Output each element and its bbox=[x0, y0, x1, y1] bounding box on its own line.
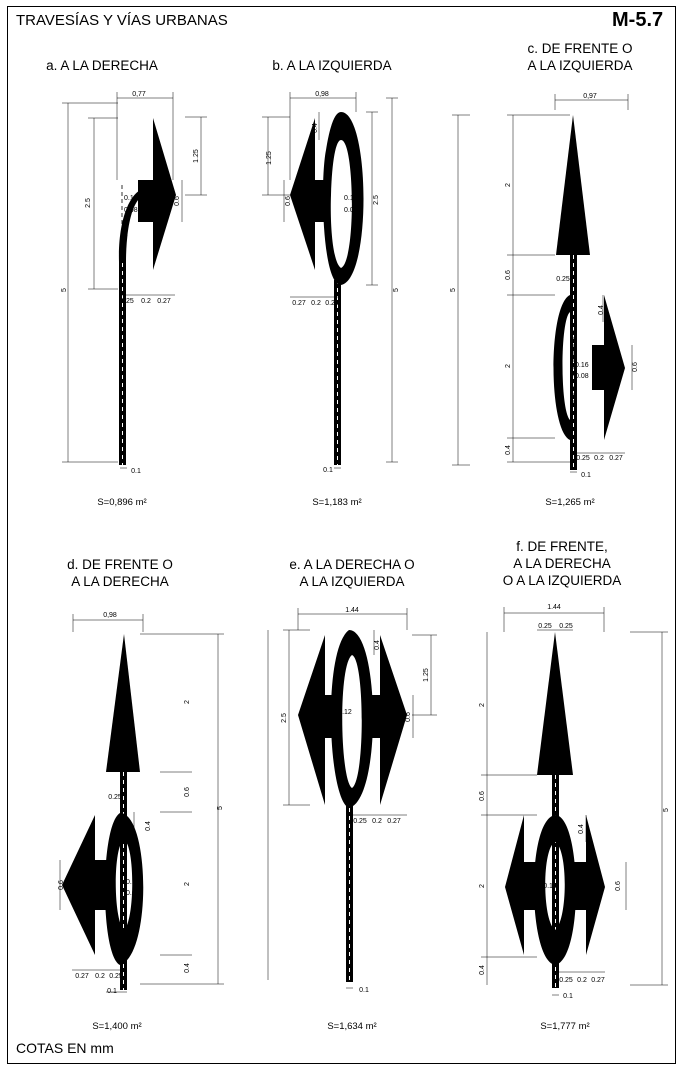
dim-label: 0.27 bbox=[591, 977, 605, 984]
dim-label: 0,98 bbox=[103, 612, 117, 619]
caption-line: a. A LA DERECHA bbox=[46, 58, 158, 73]
dim-label: 0.1 bbox=[107, 988, 117, 995]
dim-label: 5 bbox=[217, 806, 224, 810]
dim-label: 0.6 bbox=[58, 880, 65, 890]
dim-label: 2 bbox=[184, 700, 191, 704]
dim-label: 2 bbox=[505, 364, 512, 368]
caption-line: A LA IZQUIERDA bbox=[527, 58, 633, 73]
caption-line: O A LA IZQUIERDA bbox=[502, 573, 622, 588]
dim-label: 0.6 bbox=[174, 196, 181, 206]
dim-label: 0.2 bbox=[372, 818, 382, 825]
area-f: S=1,777 m² bbox=[540, 1021, 590, 1032]
dim-label: 0.27 bbox=[157, 298, 171, 305]
dim-label: 0.18 bbox=[126, 879, 140, 886]
dim-label: 0.25 bbox=[576, 455, 590, 462]
dim-label: 0.6 bbox=[479, 791, 486, 801]
dim-label: 0.1 bbox=[563, 993, 573, 1000]
dim-label: 0.25 bbox=[109, 973, 123, 980]
sheet-title: TRAVESÍAS Y VÍAS URBANAS bbox=[16, 12, 228, 29]
dim-label: 2.5 bbox=[373, 195, 380, 205]
dim-label: 0.4 bbox=[145, 821, 152, 831]
dim-label: 1.44 bbox=[547, 604, 561, 611]
dim-label: 2 bbox=[505, 183, 512, 187]
caption-line: b. A LA IZQUIERDA bbox=[272, 58, 392, 73]
dim-label: 0.6 bbox=[405, 712, 412, 722]
dim-label: 0.25 bbox=[120, 298, 134, 305]
dim-label: 0.08 bbox=[575, 373, 589, 380]
dim-label: 0.2 bbox=[577, 977, 587, 984]
dim-label: 2.5 bbox=[85, 198, 92, 208]
dim-label: 1.25 bbox=[423, 668, 430, 682]
dim-label: 0.4 bbox=[184, 963, 191, 973]
dim-label: 0,77 bbox=[132, 91, 146, 98]
caption-line: A LA DERECHA bbox=[71, 574, 169, 589]
dim-label: 0.16 bbox=[575, 362, 589, 369]
dim-label: 1.25 bbox=[266, 151, 273, 165]
dim-label: 1.44 bbox=[345, 607, 359, 614]
caption-line: e. A LA DERECHA O bbox=[289, 557, 415, 572]
area-b: S=1,183 m² bbox=[312, 497, 362, 508]
dim-label: 1.25 bbox=[193, 149, 200, 163]
arrowhead-up bbox=[537, 632, 573, 775]
area-e: S=1,634 m² bbox=[327, 1021, 377, 1032]
dim-label: 5 bbox=[61, 288, 68, 292]
dim-label: 0.27 bbox=[387, 818, 401, 825]
caption-line: A LA DERECHA bbox=[513, 556, 611, 571]
dim-label: 0,97 bbox=[583, 93, 597, 100]
dim-label: 5 bbox=[393, 288, 400, 292]
dim-label: 0.27 bbox=[75, 973, 89, 980]
dim-label: 0.6 bbox=[632, 362, 639, 372]
dim-label: 0.2 bbox=[311, 300, 321, 307]
dim-label: 0.2 bbox=[594, 455, 604, 462]
dimension-lines bbox=[481, 607, 668, 995]
dim-label: 0.4 bbox=[312, 123, 319, 133]
dim-label: 0,98 bbox=[315, 91, 329, 98]
dim-label: 0.25 bbox=[108, 794, 122, 801]
area-d: S=1,400 m² bbox=[92, 1021, 142, 1032]
dim-label: 0.1 bbox=[131, 468, 141, 475]
dim-label: 0.25 bbox=[538, 623, 552, 630]
dim-label: 0.6 bbox=[505, 270, 512, 280]
dim-label: 0.4 bbox=[479, 965, 486, 975]
dim-label: 0.12 bbox=[124, 195, 138, 202]
dim-label: 0.12 bbox=[344, 195, 358, 202]
dim-label: 0.27 bbox=[292, 300, 306, 307]
dim-label: 0.08 bbox=[344, 207, 358, 214]
area-c: S=1,265 m² bbox=[545, 497, 595, 508]
dim-label: 2.5 bbox=[281, 713, 288, 723]
dim-label: 0.25 bbox=[559, 977, 573, 984]
dim-label: 0.12 bbox=[338, 709, 352, 716]
dim-label: 2 bbox=[184, 882, 191, 886]
dim-label: 0.4 bbox=[598, 305, 605, 315]
dim-label: 0.25 bbox=[556, 276, 570, 283]
dim-label: 2 bbox=[479, 884, 486, 888]
dim-label: 0.4 bbox=[505, 445, 512, 455]
dim-label: 0.6 bbox=[285, 196, 292, 206]
units-note: COTAS EN mm bbox=[16, 1040, 114, 1056]
dimension-labels bbox=[479, 604, 670, 1000]
dim-label: 0.6 bbox=[615, 881, 622, 891]
dim-label: 0.27 bbox=[609, 455, 623, 462]
area-a: S=0,896 m² bbox=[97, 497, 147, 508]
dim-label: 2 bbox=[479, 703, 486, 707]
dim-label: 0.08 bbox=[126, 890, 140, 897]
arrowhead-left bbox=[505, 815, 539, 955]
sheet-code: M-5.7 bbox=[612, 9, 664, 31]
dim-label: 0.4 bbox=[578, 824, 585, 834]
caption-line: A LA IZQUIERDA bbox=[299, 574, 405, 589]
dim-label: 0.2 bbox=[95, 973, 105, 980]
caption-line: d. DE FRENTE O bbox=[67, 557, 173, 572]
dim-label: 0.6 bbox=[184, 787, 191, 797]
dim-label: 0.1 bbox=[323, 467, 333, 474]
caption-line: f. DE FRENTE, bbox=[516, 539, 608, 554]
dim-label: 0.25 bbox=[325, 300, 339, 307]
dim-label: 0.08 bbox=[124, 207, 138, 214]
dim-label: 0.16 bbox=[543, 883, 557, 890]
dim-label: 0.2 bbox=[141, 298, 151, 305]
dim-label: 0.4 bbox=[374, 640, 381, 650]
caption-line: c. DE FRENTE O bbox=[527, 41, 633, 56]
dim-label: 0.1 bbox=[359, 987, 369, 994]
dim-label: 0.25 bbox=[353, 818, 367, 825]
dim-label: 0.25 bbox=[559, 623, 573, 630]
arrowhead-right bbox=[571, 815, 605, 955]
dim-label: 5 bbox=[663, 808, 670, 812]
dim-label: 0.1 bbox=[581, 472, 591, 479]
dim-label: 5 bbox=[450, 288, 457, 292]
